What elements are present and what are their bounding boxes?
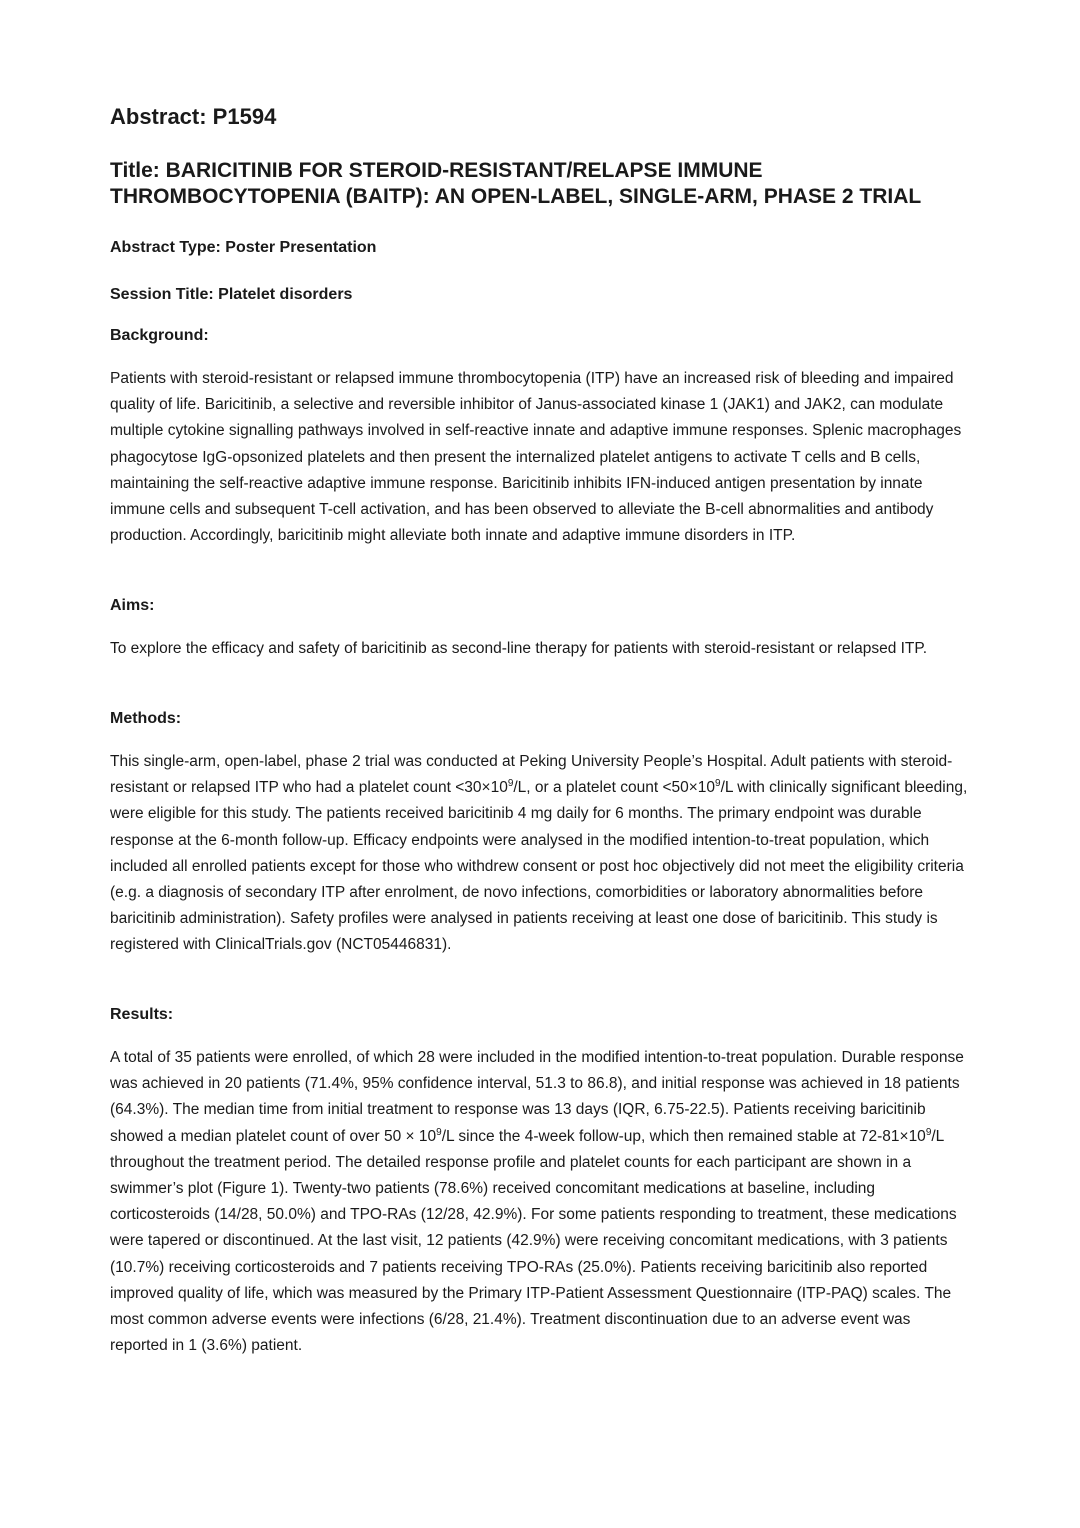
results-text-part: /L since the 4-week follow-up, which then remained stable at 72-81×10 [441,1127,926,1145]
abstract-title: Title: BARICITINIB FOR STEROID-RESISTANT/RELAPSE IMMUNE THROMBOCYTOPENIA (BAITP): AN OPEN-LABEL, SINGLE-ARM, PHASE 2 TRIAL [110,159,922,208]
abstract-type: Abstract Type: Poster Presentation [110,239,377,256]
superscript: 9 [507,778,514,790]
methods-heading: Methods: [110,710,182,727]
session-title: Session Title: Platelet disorders [110,286,353,303]
aims-text: To explore the efficacy and safety of baricitinib as second-line therapy for patients with steroid-resistant or relapsed ITP. [110,640,928,657]
results-text-part: /L throughout the treatment period. The detailed response profile and platelet counts for each participant are shown in a swimmer’s plot (Figure 1). Twenty-two patients (78.6%) received concomitant medications at baseline, including corticosteroids (14/28, 50.0%) and TPO-RAs (12/28, 42.9%). For some patients responding to treatment, these medications were tapered or discontinued. At the last visit, 12 patients (42.9%) were receiving concomitant medications, with 3 patients (10.7%) receiving corticosteroids and 7 patients receiving TPO-RAs (25.0%). Patients receiving baricitinib also reported improved quality of life, which was measured by the Primary ITP-Patient Assessment Questionnaire (ITP-PAQ) scales. The most common adverse events were infections (6/28, 21.4%). Treatment discontinuation due to an adverse event was reported in 1 (3.6%) patient. [110,1127,957,1355]
results-text-part: A total of 35 patients were enrolled, of which 28 were included in the modified intention-to-treat population. Durable response was achieved in 20 patients (71.4%, 95% confidence interval, 51.3 to 86.8), and initial response was achieved in 18 patients (64.3%). The median time from initial treatment to response was 13 days (IQR, 6.75-22.5). Patients receiving baricitinib showed a median platelet count of over 50 × 10 [110,1049,964,1145]
superscript: 9 [925,1126,932,1138]
background-heading: Background: [110,327,209,344]
methods-text-part: This single-arm, open-label, phase 2 trial was conducted at Peking University People’s Hospital. Adult patients with steroid-resistant or relapsed ITP who had a platelet count <30×10 [110,753,953,797]
methods-text [110,749,970,959]
background-text: Patients with steroid-resistant or relapsed immune thrombocytopenia (ITP) have an increased risk of bleeding and impaired quality of life. Baricitinib, a selective and reversible inhibitor of Janus-associated kinase 1 (JAK1) and JAK2, can modulate multiple cytokine signalling pathways involved in self-reactive innate and adaptive immune responses. Splenic macrophages phagocytose IgG-opsonized platelets and then present the internalized platelet antigens to activate T cells and B cells, maintaining the self-reactive adaptive immune response. Baricitinib inhibits IFN-induced antigen presentation by innate immune cells and subsequent T-cell activation, and has been observed to alleviate the B-cell abnormalities and antibody production. Accordingly, baricitinib might alleviate both innate and adaptive immune disorders in ITP. [110,370,962,545]
results-heading: Results: [110,1006,174,1023]
results-text [110,1045,970,1359]
superscript: 9 [436,1126,442,1138]
methods-text-part: /L, or a platelet count <50×10 [513,779,716,797]
superscript: 9 [715,778,721,790]
methods-text-part: /L with clinically significant bleeding, were eligible for this study. The patients received baricitinib 4 mg daily for 6 months. The primary endpoint was durable response at the 6-month follow-up. Efficacy endpoints were analysed in the modified intention-to-treat population, which included all enrolled patients except for those who withdrew consent or post hoc objectively did not meet the eligibility criteria (e.g. a diagnosis of secondary ITP after enrolment, de novo infections, comorbidities or laboratory abnormalities before baricitinib administration). Safety profiles were analysed in patients receiving at least one dose of baricitinib. This study is registered with ClinicalTrials.gov (NCT05446831). [110,779,968,954]
abstract-id: Abstract: P1594 [110,104,277,129]
aims-heading: Aims: [110,597,155,614]
